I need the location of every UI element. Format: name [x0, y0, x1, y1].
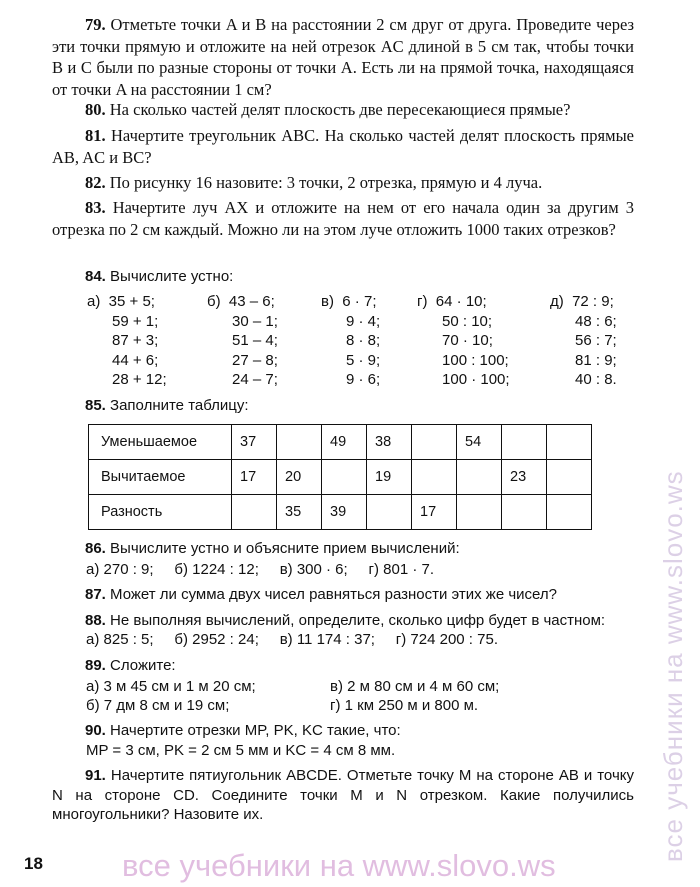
problem-89 [52, 656, 176, 676]
problem-89-item-a: а) 3 м 45 см и 1 м 20 см; [86, 678, 256, 695]
table-cell: 54 [457, 425, 502, 460]
watermark-side: все учебники на www.slovo.ws [658, 470, 688, 862]
table-row [89, 425, 592, 460]
table-cell [457, 495, 502, 530]
problem-83 [52, 197, 634, 240]
problem-number: 82. [85, 173, 106, 192]
problem-text: Заполните таблицу: [110, 397, 249, 414]
problem-85-heading [52, 396, 249, 416]
problem-text: На сколько частей делят плоскость две пересекающиеся прямые? [109, 100, 571, 119]
problem-number: 80. [85, 100, 106, 119]
table-cell [322, 460, 367, 495]
problem-number: 90. [85, 722, 106, 739]
table-cell [502, 425, 547, 460]
problem-90 [52, 721, 401, 741]
table-cell: 49 [322, 425, 367, 460]
problem-84-heading [52, 267, 233, 287]
problem-text: Сложите: [110, 657, 176, 674]
problem-82 [52, 172, 634, 194]
fill-table [88, 424, 592, 530]
problem-86-items: а) 270 : 9; б) 1224 : 12; в) 300 · 6; г) 801 · 7. [86, 561, 435, 578]
problem-79 [52, 14, 634, 100]
problem-text: Вычислите устно и объясните прием вычислений: [110, 540, 460, 557]
problem-number: 89. [85, 657, 106, 674]
problem-text: Вычислите устно: [110, 268, 234, 285]
problem-text: Не выполняя вычислений, определите, сколько цифр будет в частном: [110, 612, 606, 629]
problem-90-condition: MP = 3 см, PK = 2 см 5 мм и KC = 4 см 8 мм. [86, 742, 396, 759]
table-cell [232, 495, 277, 530]
table-cell: 35 [277, 495, 322, 530]
problem-84-column-a: а) 35 + 5; 59 + 1; 87 + 3; 44 + 6; 28 + 12; [87, 293, 167, 389]
problem-84-column-d: д) 72 : 9; 48 : 6; 56 : 7; 81 : 9; 40 : 8. [550, 293, 617, 389]
table-cell: 38 [367, 425, 412, 460]
problem-text: По рисунку 16 назовите: 3 точки, 2 отрезка, прямую и 4 луча. [109, 173, 543, 192]
problem-89-item-v: в) 2 м 80 см и 4 м 60 см; [330, 678, 500, 695]
problem-89-item-b: б) 7 дм 8 см и 19 см; [86, 697, 230, 714]
problem-text: Может ли сумма двух чисел равняться разности этих же чисел? [110, 586, 557, 603]
table-cell [412, 425, 457, 460]
problem-number: 81. [85, 126, 106, 145]
table-cell: 23 [502, 460, 547, 495]
problem-81 [52, 125, 634, 168]
table-cell: 17 [412, 495, 457, 530]
row-label: Вычитаемое [89, 460, 232, 495]
table-cell [547, 495, 592, 530]
problem-number: 91. [85, 767, 106, 784]
row-label: Разность [89, 495, 232, 530]
problem-number: 87. [85, 586, 106, 603]
problem-89-item-g: г) 1 км 250 м и 800 м. [330, 697, 479, 714]
problem-84-column-b: б) 43 – 6; 30 – 1; 51 – 4; 27 – 8; 24 – 7; [207, 293, 278, 389]
problem-number: 79. [85, 15, 106, 34]
problem-86 [52, 539, 460, 559]
problem-text: Начертите пятиугольник ABCDE. Отметьте точку M на стороне AB и точку N на стороне CD. Соедините точки M и N отрезком. Какие получились многоугольники? Назовите их. [52, 767, 634, 823]
problem-88-items: а) 825 : 5; б) 2952 : 24; в) 11 174 : 37; г) 724 200 : 75. [86, 631, 498, 648]
problem-80 [52, 99, 634, 121]
table-row [89, 460, 592, 495]
table-row [89, 495, 592, 530]
row-label: Уменьшаемое [89, 425, 232, 460]
problem-88 [52, 611, 605, 631]
problem-84-column-v: в) 6 · 7; 9 · 4; 8 · 8; 5 · 9; 9 · 6; [321, 293, 381, 389]
problem-number: 88. [85, 612, 106, 629]
table-cell [547, 460, 592, 495]
table-cell [457, 460, 502, 495]
problem-84-column-g: г) 64 · 10; 50 : 10; 70 · 10; 100 : 100; 100 · 100; [417, 293, 510, 389]
table-cell: 17 [232, 460, 277, 495]
problem-number: 85. [85, 397, 106, 414]
table-cell [277, 425, 322, 460]
table-cell [367, 495, 412, 530]
table-cell [502, 495, 547, 530]
problem-number: 84. [85, 268, 106, 285]
table-cell: 19 [367, 460, 412, 495]
watermark-bottom: все учебники на www.slovo.ws [122, 848, 556, 883]
table-cell: 37 [232, 425, 277, 460]
problem-text: Начертите отрезки MP, PK, KC такие, что: [110, 722, 401, 739]
table-cell [547, 425, 592, 460]
problem-text: Начертите треугольник ABC. На сколько частей делят плоскость прямые AB, AC и BC? [52, 126, 634, 167]
table-cell: 20 [277, 460, 322, 495]
problem-text: Начертите луч AX и отложите на нем от его начала один за другим 3 отрезка по 2 см каждый. Можно ли на этом луче отложить 1000 таких отрезков? [52, 198, 634, 239]
problem-number: 83. [85, 198, 106, 217]
page-number: 18 [24, 854, 43, 873]
problem-number: 86. [85, 540, 106, 557]
problem-text: Отметьте точки A и B на расстоянии 2 см друг от друга. Проведите через эти точки прямую и отложите на ней отрезок AC длиной в 5 см так, чтобы точки B и C были по разные стороны от точки A. Есть ли на прямой точка, находящаяся от точки A на расстоянии 1 см? [52, 15, 634, 99]
table-cell: 39 [322, 495, 367, 530]
problem-87 [52, 585, 557, 605]
table-cell [412, 460, 457, 495]
problem-91 [52, 766, 634, 825]
